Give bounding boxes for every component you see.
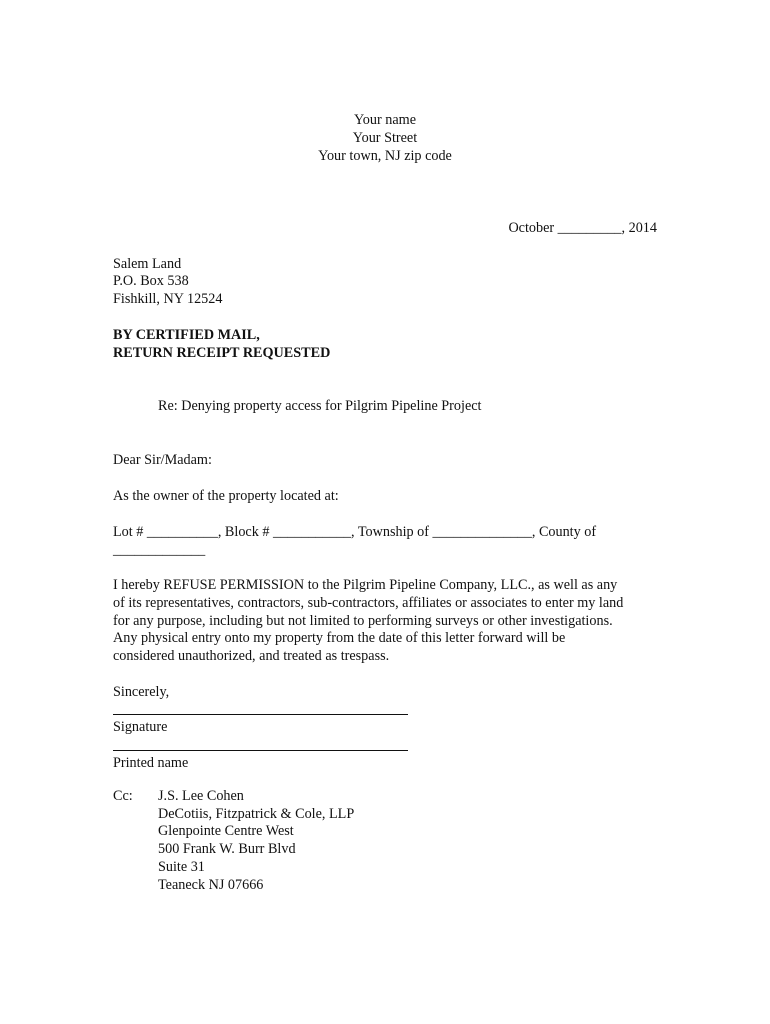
cc-line: Glenpointe Centre West <box>158 823 294 839</box>
recipient-city: Fishkill, NY 12524 <box>113 291 223 307</box>
printed-name-label: Printed name <box>113 755 189 771</box>
recipient-name: Salem Land <box>113 256 182 272</box>
cc-line: Teaneck NJ 07666 <box>158 877 264 893</box>
recipient-box: P.O. Box 538 <box>113 273 189 289</box>
cc-line: Suite 31 <box>158 859 205 875</box>
cc-line: DeCotiis, Fitzpatrick & Cole, LLP <box>158 806 355 822</box>
signature-rule <box>113 714 408 715</box>
delivery-method-line2: RETURN RECEIPT REQUESTED <box>113 345 331 361</box>
cc-line: 500 Frank W. Burr Blvd <box>158 841 296 857</box>
cc-label: Cc: <box>113 788 133 804</box>
property-line-1: Lot # __________, Block # ___________, Township of ______________, County of <box>113 524 597 540</box>
body-line: Any physical entry onto my property from the date of this letter forward will be <box>113 630 566 646</box>
sender-name: Your name <box>353 112 416 128</box>
closing: Sincerely, <box>113 684 170 700</box>
subject-line: Re: Denying property access for Pilgrim Pipeline Project <box>158 398 482 414</box>
body-line: of its representatives, contractors, sub-contractors, affiliates or associates to enter my land <box>113 595 624 611</box>
printed-name-rule <box>113 750 408 751</box>
sender-town: Your town, NJ zip code <box>318 148 452 164</box>
cc-line: J.S. Lee Cohen <box>158 788 244 804</box>
letter-date: October _________, 2014 <box>508 220 657 236</box>
salutation: Dear Sir/Madam: <box>113 452 212 468</box>
signature-label: Signature <box>113 719 168 735</box>
property-line-2: _____________ <box>113 542 206 558</box>
body-line: I hereby REFUSE PERMISSION to the Pilgrim Pipeline Company, LLC., as well as any <box>113 577 618 593</box>
sender-street: Your Street <box>352 130 418 146</box>
delivery-method-line1: BY CERTIFIED MAIL, <box>113 327 260 343</box>
intro-text: As the owner of the property located at: <box>113 488 339 504</box>
body-line: for any purpose, including but not limited to performing surveys or other investigations. <box>113 613 613 629</box>
body-line: considered unauthorized, and treated as trespass. <box>113 648 390 664</box>
